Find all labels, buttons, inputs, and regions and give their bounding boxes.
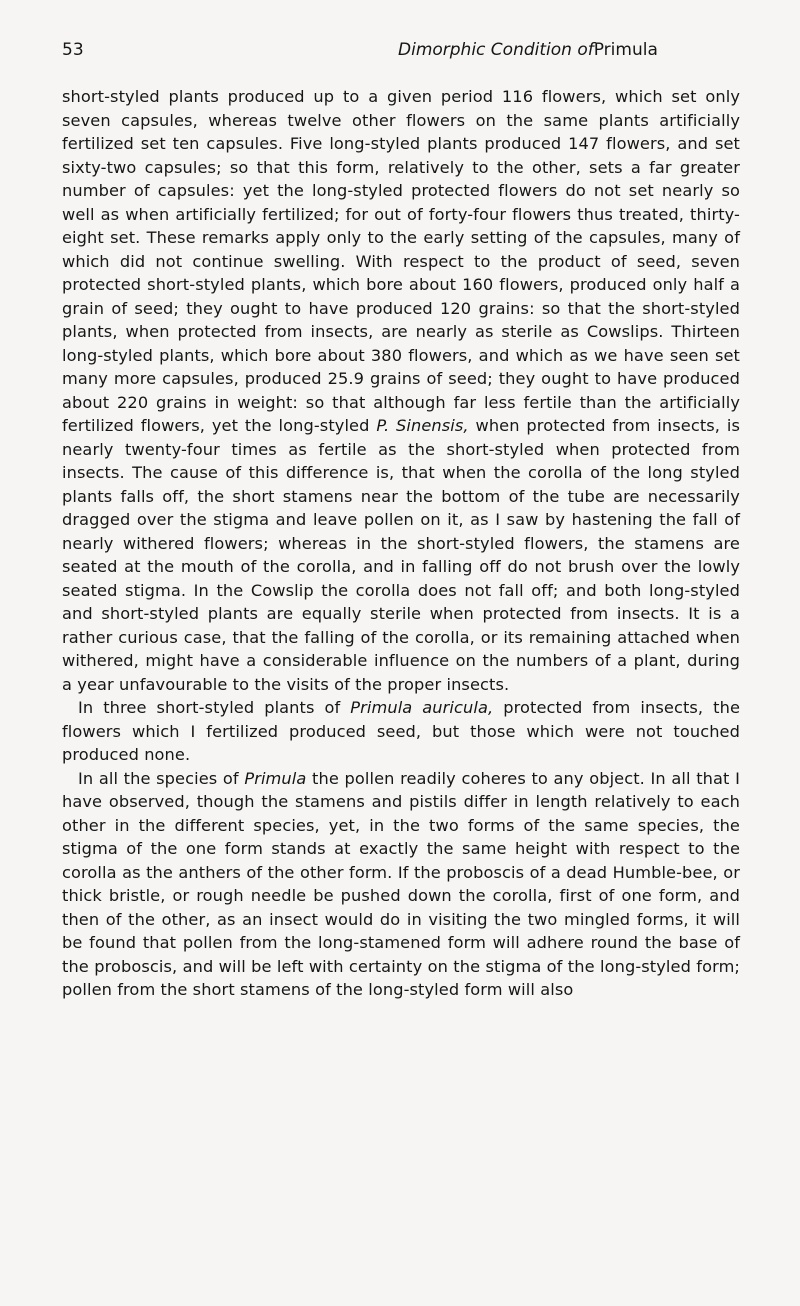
- paragraph-auricula: [62, 696, 740, 767]
- running-title: [398, 40, 658, 60]
- paragraph-continued: [62, 85, 740, 696]
- italic-species-name: P. Sinensis,: [376, 416, 469, 435]
- body-text: [62, 85, 740, 1002]
- text-segment: when protected from insects, is nearly twenty-four times as fertile as the short-styled when protected from insects. The cause of this difference is, that when the corolla of the long styled plants falls off, the short stamens near the bottom of the tube are necessarily dragged over the stigma and leave pollen on it, as I saw by hastening the fall of nearly withered flowers; whereas in the short-styled flowers, the stamens are seated at the mouth of the corolla, and in falling off do not brush over the lowly seated stigma. In the Cowslip the corolla does not fall off; and both long-styled and short-styled plants are equally sterile when protected from insects. It is a rather curious case, that the falling of the corolla, or its remaining attached when withered, might have a considerable influence on the numbers of a plant, during a year unfavourable to the visits of the proper insects.: [62, 416, 740, 694]
- text-segment: protected from insects, the flowers which I fertilized produced seed, but those which were not touched produced none.: [62, 698, 740, 764]
- page-number: 53: [62, 40, 84, 60]
- running-title-prefix: Dimorphic Condition: [398, 40, 578, 60]
- page-header: [62, 40, 734, 64]
- running-title-subject: Primula: [593, 40, 658, 60]
- text-segment: In all the species of: [78, 768, 245, 788]
- italic-species-name: Primula auricula,: [350, 698, 494, 717]
- italic-genus-name: Primula: [244, 768, 307, 788]
- text-segment: short-styled plants produced up to a given period 116 flowers, which set only seven capsules, whereas twelve other flowers on the same plants artificially fertilized set ten capsules. Five long-styled plants produced 147 flowers, and set sixty-two capsules; so that this form, relatively to the other, sets a far greater number of capsules: yet the long-styled protected flowers do not set nearly so well as when artificially fertilized; for out of forty-four flowers thus treated, thirty-eight set. These remarks apply only to the early setting of the capsules, many of which did not continue swelling. With respect to the product of seed, seven protected short-styled plants, which bore about 160 flowers, produced only half a grain of seed; they ought to have produced 120 grains: so that the short-styled plants, when protected from insects, are nearly as sterile as Cowslips. Thirteen long-styled plants, which bore about 380 flowers, and which as we have seen set many more capsules, produced 25.9 grains of seed; they ought to have produced about 220 grains in weight: so that although far less fertile than the artificially fertilized flowers, yet the long-styled: [62, 87, 740, 435]
- running-title-of: of: [577, 40, 594, 60]
- text-segment: In three short-styled plants of: [78, 698, 351, 717]
- text-segment: the pollen readily coheres to any object. In all that I have observed, though the stamens and pistils differ in length relatively to each other in the different species, yet, in the two forms of the same species, the stigma of the one form stands at exactly the same height with respect to the corolla as the anthers of the other form. If the proboscis of a dead Humble-bee, or thick bristle, or rough needle be pushed down the corolla, first of one form, and then of the other, as an insect would do in visiting the two mingled forms, it will be found that pollen from the long-stamened form will adhere round the base of the proboscis, and will be left with certainty on the stigma of the long-styled form; pollen from the short stamens of the long-styled form will also: [62, 768, 740, 999]
- paragraph-pollen: [62, 767, 740, 1002]
